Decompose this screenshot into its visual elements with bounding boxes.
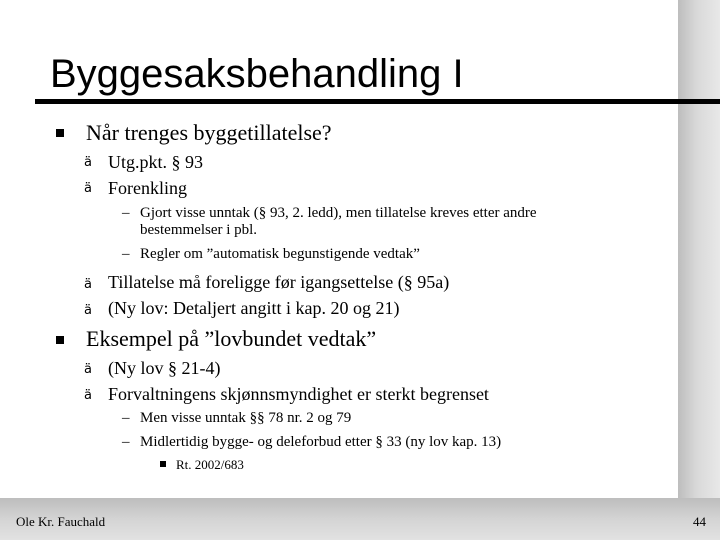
dash-bullet-icon: – [122, 246, 130, 262]
arrow-bullet-icon: ä [84, 362, 92, 377]
sub-bullet-text: Forenkling [108, 178, 187, 198]
title-underline [35, 99, 720, 104]
sub-bullet-text: Forvaltningens skjønnsmyndighet er sterkt begrenset [108, 384, 489, 404]
square-bullet-icon [56, 129, 64, 137]
dash-bullet-icon: – [122, 434, 130, 450]
bottom-decor-bar [0, 498, 720, 540]
dash-bullet-text-continued: bestemmelser i pbl. [140, 222, 258, 238]
level4-bullet-text: Rt. 2002/683 [176, 457, 244, 472]
slide-title: Byggesaksbehandling I [50, 52, 464, 96]
sub-bullet-text: Tillatelse må foreligge før igangsettelse (§ 95a) [108, 272, 450, 292]
bullet-2-text: Eksempel på ”lovbundet vedtak” [86, 326, 377, 351]
bullet-1-text: Når trenges byggetillatelse? [86, 120, 332, 145]
arrow-bullet-icon: ä [84, 277, 92, 292]
dash-bullet-text: Regler om ”automatisk begunstigende vedtak” [140, 246, 420, 262]
arrow-bullet-icon: ä [84, 388, 92, 403]
sub-bullet-text: Utg.pkt. § 93 [108, 152, 204, 172]
sub-bullet-text: (Ny lov: Detaljert angitt i kap. 20 og 21) [108, 298, 400, 318]
dash-bullet-text: Midlertidig bygge- og deleforbud etter § 33 (ny lov kap. 13) [140, 434, 502, 450]
footer-author: Ole Kr. Fauchald [16, 514, 106, 529]
right-decor-bar [678, 0, 720, 540]
dash-bullet-icon: – [122, 410, 130, 426]
small-square-bullet-icon [160, 461, 166, 467]
square-bullet-icon [56, 336, 64, 344]
dash-bullet-text: Gjort visse unntak (§ 93, 2. ledd), men tillatelse kreves etter andre [140, 205, 537, 221]
page-number: 44 [693, 514, 706, 529]
arrow-bullet-icon: ä [84, 155, 92, 170]
arrow-bullet-icon: ä [84, 303, 92, 318]
arrow-bullet-icon: ä [84, 181, 92, 196]
dash-bullet-text: Men visse unntak §§ 78 nr. 2 og 79 [140, 410, 352, 426]
sub-bullet-text: (Ny lov § 21-4) [108, 358, 221, 378]
dash-bullet-icon: – [122, 205, 130, 221]
